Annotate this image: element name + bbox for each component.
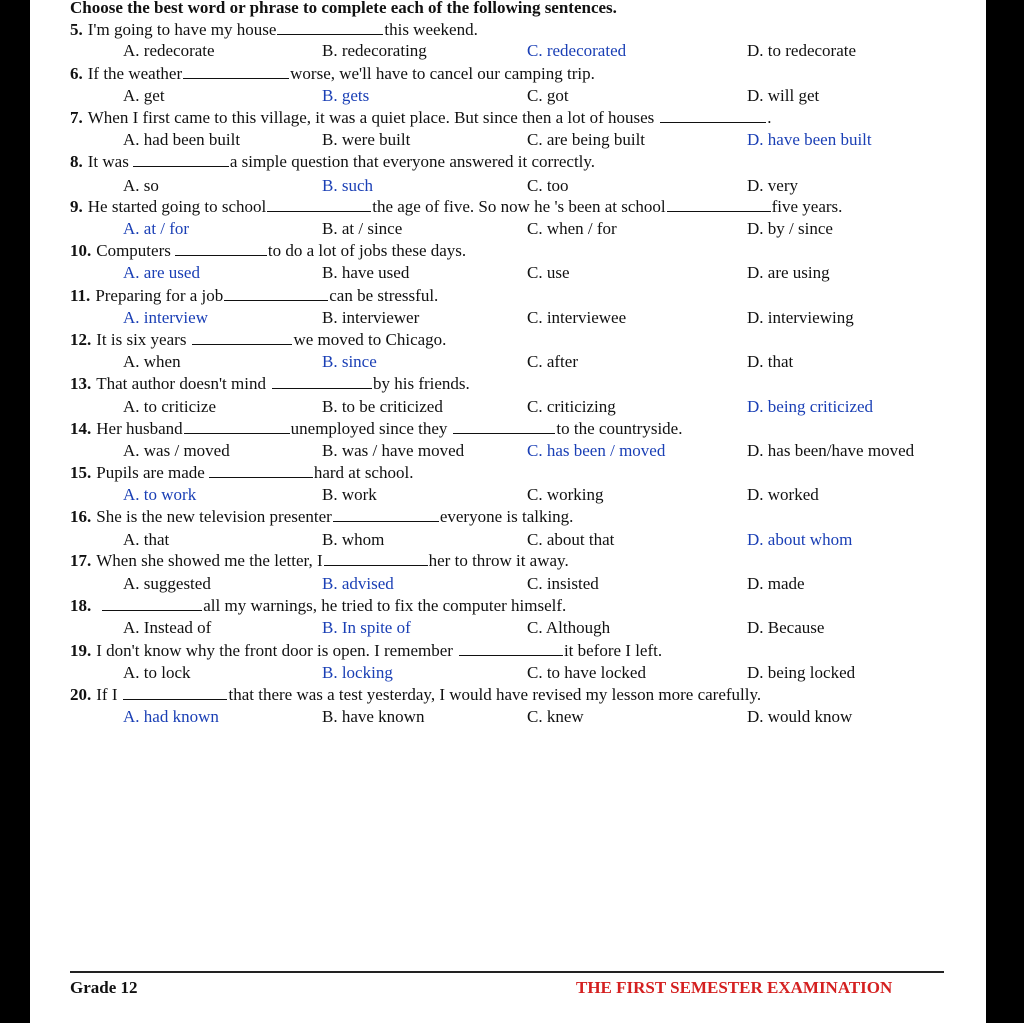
option-b[interactable]: B. was / have moved [322, 441, 465, 460]
question-text: When she showed me the letter, I [96, 551, 323, 570]
question-number: 15. [70, 463, 92, 482]
question-text: all my warnings, he tried to fix the computer himself. [203, 596, 567, 615]
question-text: the age of five. So now he 's been at school [372, 197, 666, 216]
answer-blank[interactable] [459, 643, 563, 656]
option-d[interactable]: D. have been built [747, 130, 872, 149]
question-text: That author doesn't mind [96, 374, 266, 393]
question-text: I'm going to have my house [87, 20, 277, 39]
option-a[interactable]: A. that [123, 530, 170, 549]
question-5 [70, 20, 478, 40]
footer-divider [70, 971, 944, 973]
question-number: 20. [70, 685, 92, 704]
option-b[interactable]: B. have used [322, 263, 410, 282]
option-a[interactable]: A. had been built [123, 130, 241, 149]
option-b[interactable]: B. interviewer [322, 308, 420, 327]
question-15 [70, 463, 413, 483]
question-text: a simple question that everyone answered it correctly. [229, 152, 596, 171]
question-17 [70, 551, 569, 571]
option-b[interactable]: B. In spite of [322, 618, 411, 637]
option-c[interactable]: C. too [527, 176, 569, 195]
option-d[interactable]: D. that [747, 352, 794, 371]
option-d[interactable]: D. are using [747, 263, 830, 282]
question-text: this weekend. [384, 20, 478, 39]
option-a[interactable]: A. at / for [123, 219, 190, 238]
option-a[interactable]: A. had known [123, 707, 219, 726]
option-b[interactable]: B. redecorating [322, 41, 427, 60]
question-20 [70, 685, 761, 705]
option-b[interactable]: B. whom [322, 530, 385, 549]
option-b[interactable]: B. since [322, 352, 377, 371]
option-b[interactable]: B. were built [322, 130, 411, 149]
option-d[interactable]: D. being locked [747, 663, 856, 682]
question-text: Preparing for a job [95, 286, 224, 305]
question-number: 18. [70, 596, 92, 615]
option-a[interactable]: A. when [123, 352, 181, 371]
question-text: five years. [771, 197, 843, 216]
answer-blank[interactable] [453, 421, 555, 434]
option-d[interactable]: D. to redecorate [747, 41, 857, 60]
option-c[interactable]: C. interviewee [527, 308, 627, 327]
option-d[interactable]: D. very [747, 176, 798, 195]
answer-blank[interactable] [133, 154, 229, 167]
option-c[interactable]: C. got [527, 86, 569, 105]
footer-exam-title: THE FIRST SEMESTER EXAMINATION [576, 978, 893, 997]
question-11 [70, 286, 438, 306]
option-c[interactable]: C. redecorated [527, 41, 627, 60]
option-d[interactable]: D. by / since [747, 219, 833, 238]
question-text: her to throw it away. [428, 551, 569, 570]
question-text: that there was a test yesterday, I would have revised my lesson more carefully. [228, 685, 762, 704]
question-13 [70, 374, 470, 394]
question-6 [70, 64, 595, 84]
question-number: 7. [70, 108, 83, 127]
footer-grade: Grade 12 [70, 978, 138, 997]
option-a[interactable]: A. to lock [123, 663, 191, 682]
question-text: If I [96, 685, 118, 704]
question-text: . [767, 108, 772, 127]
answer-blank[interactable] [183, 66, 289, 79]
question-16 [70, 507, 573, 527]
question-text: it before I left. [563, 641, 663, 660]
exam-page [30, 0, 986, 1023]
option-a[interactable]: A. are used [123, 263, 200, 282]
question-text: When I first came to this village, it was a quiet place. But since then a lot of houses [87, 108, 655, 127]
option-b[interactable]: B. have known [322, 707, 425, 726]
answer-blank[interactable] [324, 553, 428, 566]
question-text: Her husband [96, 419, 183, 438]
question-8 [70, 152, 595, 172]
question-9 [70, 197, 842, 217]
option-c[interactable]: C. use [527, 263, 570, 282]
question-19 [70, 641, 662, 661]
option-d[interactable]: D. being criticized [747, 397, 874, 416]
question-number: 9. [70, 197, 83, 216]
question-text: It is six years [96, 330, 187, 349]
option-d[interactable]: D. made [747, 574, 805, 593]
answer-blank[interactable] [267, 199, 371, 212]
option-c[interactable]: C. after [527, 352, 578, 371]
option-a[interactable]: A. get [123, 86, 165, 105]
question-text: worse, we'll have to cancel our camping trip. [290, 64, 595, 83]
answer-blank[interactable] [224, 288, 328, 301]
option-d[interactable]: D. will get [747, 86, 820, 105]
question-text: He started going to school [87, 197, 267, 216]
answer-blank[interactable] [175, 243, 267, 256]
option-c[interactable]: C. are being built [527, 130, 646, 149]
question-text: It was [87, 152, 129, 171]
question-text: to do a lot of jobs these days. [267, 241, 467, 260]
question-number: 6. [70, 64, 83, 83]
option-c[interactable]: C. to have locked [527, 663, 646, 682]
option-a[interactable]: A. was / moved [123, 441, 230, 460]
option-b[interactable]: B. advised [322, 574, 394, 593]
question-text: I don't know why the front door is open. I remember [96, 641, 453, 660]
question-number: 13. [70, 374, 92, 393]
question-14 [70, 419, 682, 439]
question-text: She is the new television presenter [96, 507, 332, 526]
question-7 [70, 108, 772, 128]
question-number: 16. [70, 507, 92, 526]
option-c[interactable]: C. has been / moved [527, 441, 666, 460]
option-a[interactable]: A. so [123, 176, 159, 195]
question-text: unemployed since they [290, 419, 448, 438]
option-a[interactable]: A. suggested [123, 574, 211, 593]
question-number: 14. [70, 419, 92, 438]
option-c[interactable]: C. Although [527, 618, 611, 637]
option-a[interactable]: A. Instead of [123, 618, 212, 637]
answer-blank[interactable] [123, 687, 227, 700]
answer-blank[interactable] [667, 199, 771, 212]
instructions-heading: Choose the best word or phrase to complete each of the following sentences. [70, 0, 617, 17]
option-b[interactable]: B. locking [322, 663, 393, 682]
question-number: 5. [70, 20, 83, 39]
question-text: to the countryside. [556, 419, 683, 438]
question-text: Computers [96, 241, 171, 260]
question-10 [70, 241, 466, 261]
question-text: we moved to Chicago. [293, 330, 447, 349]
option-d[interactable]: D. about whom [747, 530, 853, 549]
question-text: everyone is talking. [439, 507, 574, 526]
option-d[interactable]: D. interviewing [747, 308, 854, 327]
question-18 [70, 596, 566, 616]
question-text: hard at school. [313, 463, 414, 482]
option-c[interactable]: C. when / for [527, 219, 617, 238]
question-number: 8. [70, 152, 83, 171]
answer-blank[interactable] [333, 509, 439, 522]
option-c[interactable]: C. working [527, 485, 604, 504]
option-d[interactable]: D. Because [747, 618, 825, 637]
option-c[interactable]: C. about that [527, 530, 615, 549]
option-d[interactable]: D. would know [747, 707, 853, 726]
option-c[interactable]: C. insisted [527, 574, 599, 593]
option-b[interactable]: B. gets [322, 86, 370, 105]
option-a[interactable]: A. redecorate [123, 41, 215, 60]
answer-blank[interactable] [277, 22, 383, 35]
answer-blank[interactable] [192, 332, 292, 345]
question-12 [70, 330, 446, 350]
option-a[interactable]: A. interview [123, 308, 208, 327]
answer-blank[interactable] [184, 421, 290, 434]
option-a[interactable]: A. to criticize [123, 397, 216, 416]
question-number: 12. [70, 330, 92, 349]
question-text: by his friends. [372, 374, 470, 393]
answer-blank[interactable] [102, 598, 202, 611]
question-text: can be stressful. [329, 286, 439, 305]
question-number: 11. [70, 286, 91, 305]
option-c[interactable]: C. knew [527, 707, 584, 726]
option-a[interactable]: A. to work [123, 485, 197, 504]
question-text: If the weather [87, 64, 183, 83]
answer-blank[interactable] [660, 110, 766, 123]
question-text: Pupils are made [96, 463, 205, 482]
answer-blank[interactable] [209, 465, 313, 478]
option-b[interactable]: B. such [322, 176, 373, 195]
option-c[interactable]: C. criticizing [527, 397, 616, 416]
option-d[interactable]: D. worked [747, 485, 819, 504]
question-number: 19. [70, 641, 92, 660]
option-b[interactable]: B. at / since [322, 219, 403, 238]
option-b[interactable]: B. work [322, 485, 377, 504]
option-d[interactable]: D. has been/have moved [747, 441, 915, 460]
question-number: 10. [70, 241, 92, 260]
option-b[interactable]: B. to be criticized [322, 397, 443, 416]
answer-blank[interactable] [272, 376, 372, 389]
question-number: 17. [70, 551, 92, 570]
